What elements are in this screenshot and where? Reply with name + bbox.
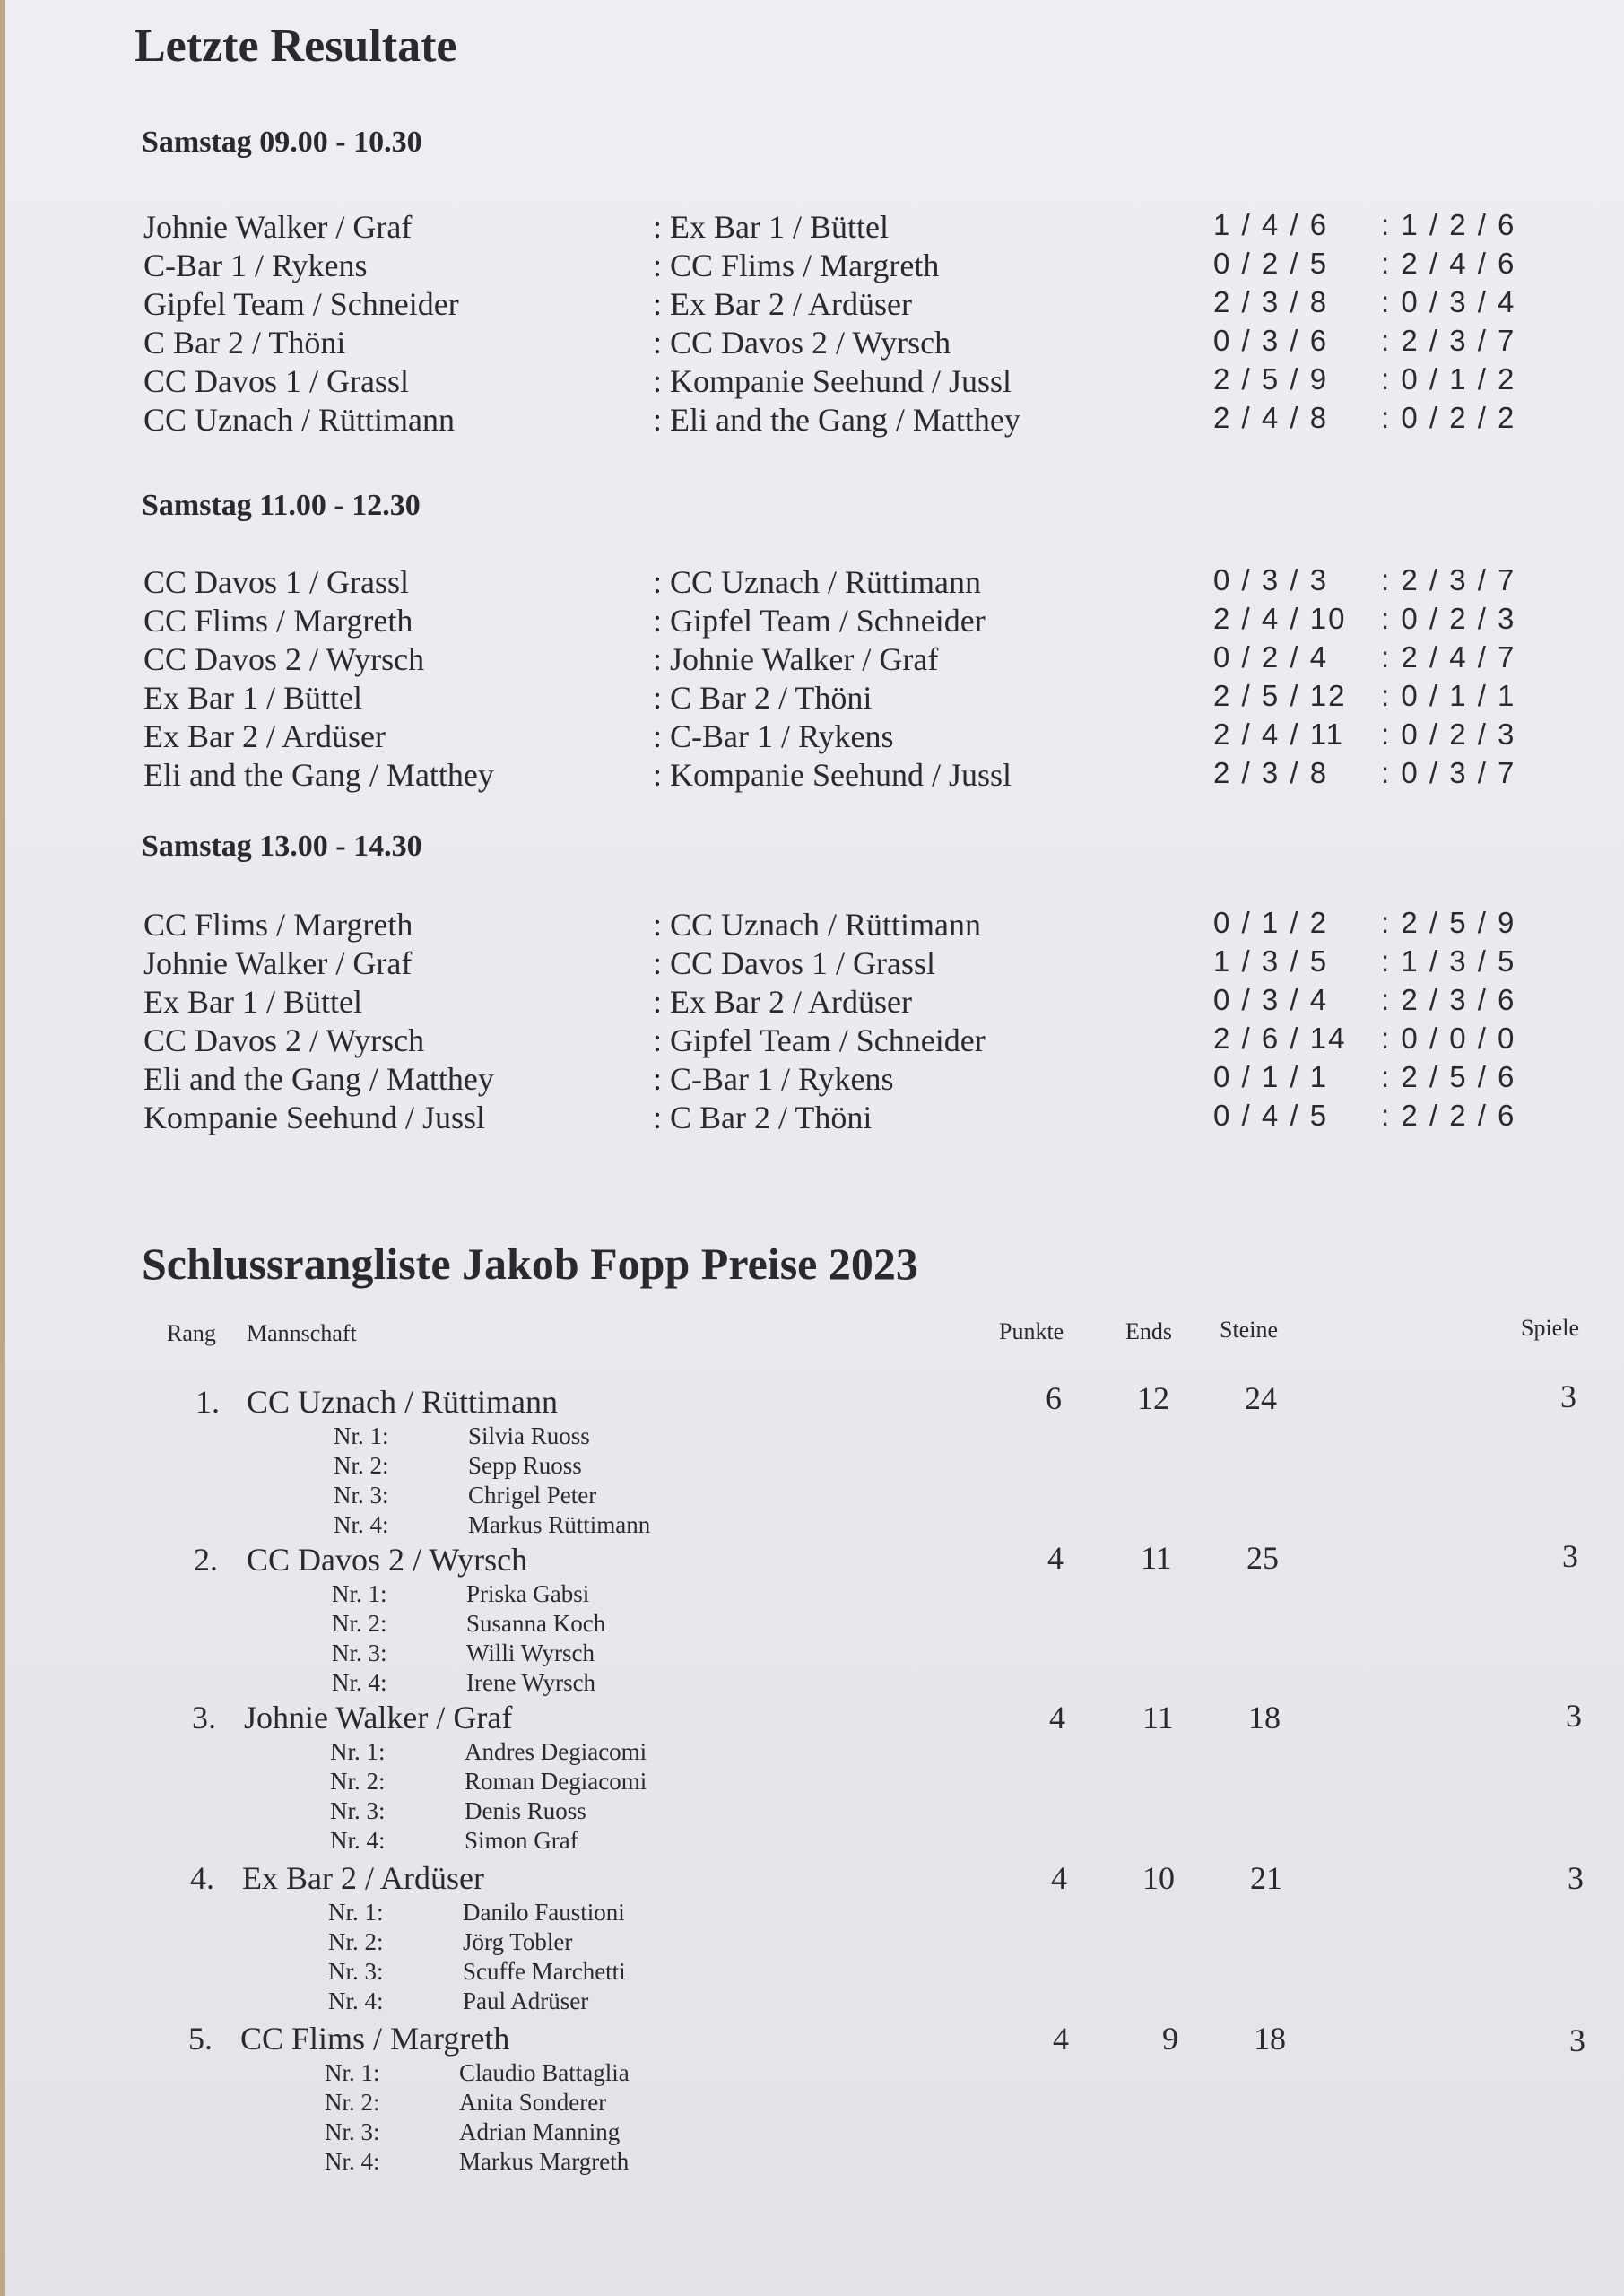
session-results [142, 563, 1541, 795]
ranking-team [0, 1699, 1624, 1858]
member-name: Denis Ruoss [465, 1797, 586, 1824]
away-team: : C Bar 2 / Thöni [653, 1100, 873, 1135]
member-number: Nr. 3: [328, 1958, 384, 1985]
team-punkte: 4 [1047, 1540, 1064, 1576]
ranking-team [0, 1859, 1624, 2019]
away-team: : C-Bar 1 / Rykens [653, 718, 894, 754]
member-number: Nr. 4: [334, 1511, 389, 1538]
match-row [142, 756, 1541, 795]
home-score: 0 / 2 / 4 [1213, 640, 1329, 674]
team-name: CC Davos 2 / Wyrsch [247, 1542, 528, 1578]
member-number: Nr. 2: [330, 1768, 386, 1795]
team-ends: 11 [1142, 1700, 1174, 1735]
session-heading: Samstag 09.00 - 10.30 [142, 126, 422, 159]
member-name: Markus Rüttimann [468, 1511, 651, 1538]
home-score: 1 / 3 / 5 [1213, 944, 1329, 978]
member-number: Nr. 1: [328, 1899, 384, 1926]
match-row [142, 1099, 1541, 1137]
col-header-spiele: Spiele [1521, 1315, 1579, 1341]
team-punkte: 6 [1046, 1380, 1062, 1416]
home-score: 2 / 6 / 14 [1213, 1022, 1347, 1055]
team-name: Ex Bar 2 / Ardüser [242, 1860, 484, 1896]
home-team: Ex Bar 1 / Büttel [143, 984, 362, 1020]
away-team: : Eli and the Gang / Matthey [653, 402, 1020, 438]
member-number: Nr. 3: [330, 1797, 386, 1824]
page-title: Letzte Resultate [135, 21, 457, 72]
away-team: : Gipfel Team / Schneider [653, 1022, 986, 1058]
home-score: 0 / 3 / 6 [1213, 324, 1329, 357]
away-score: : 0 / 0 / 0 [1381, 1022, 1516, 1055]
home-score: 2 / 4 / 10 [1213, 602, 1347, 635]
team-rank: 5. [188, 2021, 213, 2057]
home-team: CC Davos 1 / Grassl [143, 564, 409, 600]
member-name: Irene Wyrsch [466, 1669, 596, 1696]
home-team: CC Flims / Margreth [143, 907, 413, 943]
match-row [142, 640, 1541, 679]
home-team: CC Davos 2 / Wyrsch [143, 1022, 425, 1058]
away-team: : CC Uznach / Rüttimann [653, 564, 981, 600]
away-score: : 2 / 3 / 7 [1381, 324, 1516, 357]
away-team: : C-Bar 1 / Rykens [653, 1061, 894, 1097]
away-team: : Ex Bar 2 / Ardüser [653, 286, 912, 322]
home-score: 1 / 4 / 6 [1213, 208, 1329, 241]
away-score: : 0 / 2 / 3 [1381, 718, 1516, 751]
away-score: : 2 / 3 / 7 [1381, 563, 1516, 596]
away-score: : 0 / 2 / 2 [1381, 401, 1516, 434]
home-score: 0 / 2 / 5 [1213, 247, 1329, 280]
member-name: Paul Adrüser [463, 1987, 589, 2014]
away-team: : C Bar 2 / Thöni [653, 680, 873, 716]
member-name: Simon Graf [465, 1827, 578, 1854]
member-name: Sepp Ruoss [468, 1452, 582, 1479]
member-number: Nr. 2: [334, 1452, 389, 1479]
away-score: : 1 / 2 / 6 [1381, 208, 1516, 241]
col-header-punkte: Punkte [999, 1318, 1064, 1344]
home-team: CC Uznach / Rüttimann [143, 402, 455, 438]
member-name: Adrian Manning [459, 2118, 621, 2145]
team-name: Johnie Walker / Graf [244, 1700, 513, 1735]
match-row [142, 1022, 1541, 1060]
home-team: Ex Bar 1 / Büttel [143, 680, 362, 716]
member-number: Nr. 1: [334, 1422, 389, 1449]
home-team: Gipfel Team / Schneider [143, 286, 459, 322]
session-heading: Samstag 13.00 - 14.30 [142, 830, 422, 863]
team-steine: 21 [1250, 1860, 1282, 1896]
col-header-mannschaft: Mannschaft [247, 1320, 357, 1346]
match-row [142, 983, 1541, 1022]
home-team: Kompanie Seehund / Jussl [143, 1100, 485, 1135]
member-number: Nr. 1: [332, 1580, 387, 1607]
away-team: : CC Flims / Margreth [653, 248, 940, 283]
home-team: Eli and the Gang / Matthey [143, 757, 494, 793]
member-number: Nr. 2: [325, 2089, 380, 2116]
away-team: : Ex Bar 1 / Büttel [653, 209, 889, 245]
team-rank: 2. [194, 1542, 218, 1578]
col-header-steine: Steine [1220, 1317, 1278, 1343]
team-rank: 4. [190, 1860, 214, 1896]
team-name: CC Uznach / Rüttimann [247, 1384, 558, 1420]
team-steine: 25 [1246, 1540, 1279, 1576]
home-score: 2 / 4 / 8 [1213, 401, 1329, 434]
away-score: : 0 / 3 / 7 [1381, 756, 1516, 789]
member-name: Markus Margreth [459, 2148, 630, 2175]
team-spiele: 3 [1569, 2022, 1585, 2058]
team-punkte: 4 [1053, 2021, 1069, 2057]
home-score: 2 / 4 / 11 [1213, 718, 1344, 751]
home-score: 0 / 4 / 5 [1213, 1099, 1329, 1132]
home-team: CC Davos 2 / Wyrsch [143, 641, 425, 677]
away-score: : 1 / 3 / 5 [1381, 944, 1516, 978]
member-name: Susanna Koch [466, 1610, 606, 1637]
ranking-team [0, 1538, 1624, 1700]
team-rank: 3. [192, 1700, 216, 1735]
home-score: 0 / 1 / 2 [1213, 906, 1329, 939]
ranking-team [0, 1378, 1624, 1543]
away-score: : 2 / 5 / 6 [1381, 1060, 1516, 1093]
member-name: Andres Degiacomi [465, 1738, 647, 1765]
member-name: Chrigel Peter [468, 1482, 597, 1509]
match-row [142, 362, 1541, 401]
away-score: : 2 / 2 / 6 [1381, 1099, 1516, 1132]
away-score: : 2 / 3 / 6 [1381, 983, 1516, 1016]
away-team: : CC Uznach / Rüttimann [653, 907, 981, 943]
away-score: : 0 / 1 / 2 [1381, 362, 1516, 396]
match-row [142, 718, 1541, 756]
away-score: : 2 / 4 / 6 [1381, 247, 1516, 280]
member-number: Nr. 4: [332, 1669, 387, 1696]
home-team: CC Davos 1 / Grassl [143, 363, 409, 399]
team-spiele: 3 [1560, 1378, 1576, 1414]
ranking-title: Schlussrangliste Jakob Fopp Preise 2023 [142, 1239, 918, 1289]
home-team: C Bar 2 / Thöni [143, 325, 346, 361]
member-name: Claudio Battaglia [459, 2059, 630, 2086]
home-score: 0 / 3 / 3 [1213, 563, 1329, 596]
match-row [142, 906, 1541, 944]
team-punkte: 4 [1051, 1860, 1067, 1896]
home-score: 2 / 5 / 9 [1213, 362, 1329, 396]
team-punkte: 4 [1049, 1700, 1065, 1735]
session-results [142, 208, 1541, 439]
col-header-ends: Ends [1125, 1318, 1172, 1344]
ranking-team [0, 2020, 1624, 2179]
match-row [142, 679, 1541, 718]
team-spiele: 3 [1562, 1538, 1578, 1574]
match-row [142, 602, 1541, 640]
home-team: Johnie Walker / Graf [143, 209, 413, 245]
away-score: : 0 / 3 / 4 [1381, 285, 1516, 318]
away-team: : CC Davos 2 / Wyrsch [653, 325, 951, 361]
member-name: Anita Sonderer [459, 2089, 607, 2116]
team-steine: 24 [1245, 1380, 1277, 1416]
away-team: : Kompanie Seehund / Jussl [653, 757, 1012, 793]
member-number: Nr. 3: [332, 1639, 387, 1666]
team-steine: 18 [1254, 2021, 1286, 2057]
team-ends: 9 [1162, 2021, 1178, 2057]
session-results [142, 906, 1541, 1137]
away-score: : 2 / 5 / 9 [1381, 906, 1516, 939]
member-number: Nr. 1: [330, 1738, 386, 1765]
team-spiele: 3 [1568, 1860, 1584, 1896]
member-number: Nr. 4: [328, 1987, 384, 2014]
team-rank: 1. [195, 1384, 220, 1420]
match-row [142, 401, 1541, 439]
team-steine: 18 [1248, 1700, 1281, 1735]
team-ends: 11 [1141, 1540, 1172, 1576]
member-name: Danilo Faustioni [463, 1899, 625, 1926]
away-team: : CC Davos 1 / Grassl [653, 945, 935, 981]
match-row [142, 285, 1541, 324]
member-number: Nr. 2: [332, 1610, 387, 1637]
member-number: Nr. 4: [330, 1827, 386, 1854]
home-team: Eli and the Gang / Matthey [143, 1061, 494, 1097]
member-number: Nr. 3: [325, 2118, 380, 2145]
col-header-rang: Rang [167, 1320, 216, 1346]
home-team: CC Flims / Margreth [143, 603, 413, 639]
member-number: Nr. 3: [334, 1482, 389, 1509]
member-name: Jörg Tobler [463, 1928, 573, 1955]
member-number: Nr. 4: [325, 2148, 380, 2175]
home-score: 2 / 3 / 8 [1213, 285, 1329, 318]
home-score: 0 / 3 / 4 [1213, 983, 1329, 1016]
team-spiele: 3 [1566, 1698, 1582, 1734]
match-row [142, 944, 1541, 983]
away-team: : Ex Bar 2 / Ardüser [653, 984, 912, 1020]
home-team: Johnie Walker / Graf [143, 945, 413, 981]
match-row [142, 1060, 1541, 1099]
match-row [142, 324, 1541, 362]
away-score: : 0 / 1 / 1 [1381, 679, 1516, 712]
team-name: CC Flims / Margreth [240, 2021, 510, 2057]
member-name: Scuffe Marchetti [463, 1958, 626, 1985]
away-team: : Johnie Walker / Graf [653, 641, 939, 677]
away-team: : Gipfel Team / Schneider [653, 603, 986, 639]
match-row [142, 563, 1541, 602]
home-score: 0 / 1 / 1 [1213, 1060, 1329, 1093]
member-name: Silvia Ruoss [468, 1422, 590, 1449]
away-score: : 0 / 2 / 3 [1381, 602, 1516, 635]
session-heading: Samstag 11.00 - 12.30 [142, 489, 421, 522]
member-number: Nr. 1: [325, 2059, 380, 2086]
team-ends: 12 [1137, 1380, 1169, 1416]
away-team: : Kompanie Seehund / Jussl [653, 363, 1012, 399]
member-name: Willi Wyrsch [466, 1639, 595, 1666]
member-name: Priska Gabsi [466, 1580, 590, 1607]
team-ends: 10 [1142, 1860, 1175, 1896]
match-row [142, 208, 1541, 247]
home-score: 2 / 5 / 12 [1213, 679, 1347, 712]
match-row [142, 247, 1541, 285]
member-name: Roman Degiacomi [465, 1768, 647, 1795]
home-score: 2 / 3 / 8 [1213, 756, 1329, 789]
home-team: Ex Bar 2 / Ardüser [143, 718, 386, 754]
member-number: Nr. 2: [328, 1928, 384, 1955]
home-team: C-Bar 1 / Rykens [143, 248, 368, 283]
away-score: : 2 / 4 / 7 [1381, 640, 1516, 674]
